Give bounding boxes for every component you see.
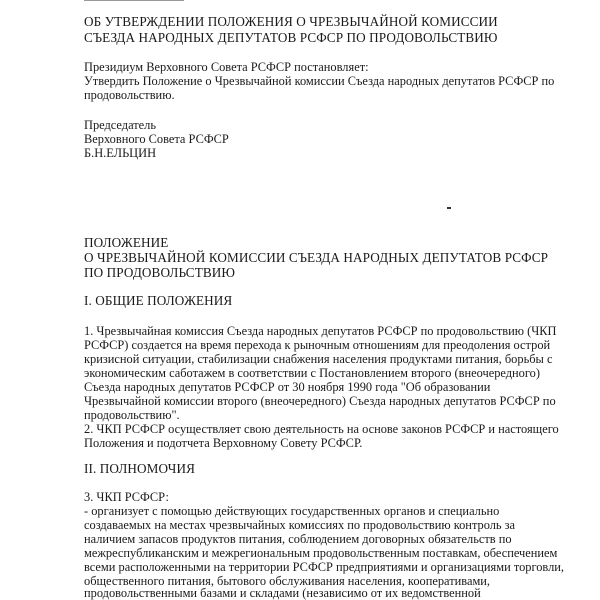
section-2-line-4: наличием запасов продуктов питания, соблюдением договорных обязательств по [84,532,512,546]
section-2-line-7: общественного питания, бытового обслуживания населения, кооперативами, [84,574,491,588]
scan-speck [447,207,451,209]
section-1-line-5: Съезда народных депутатов РСФСР от 30 ноября 1990 года "Об образовании [84,380,491,394]
section-1-line-6: Чрезвычайной комиссии второго (внеочередного) Съезда народных депутатов РСФСР по [84,394,556,408]
section-1-heading: I. ОБЩИЕ ПОЛОЖЕНИЯ [84,293,233,308]
section-2-line-3: создаваемых на местах чрезвычайных комиссиях по продовольствию контроль за [84,518,516,532]
decree-title-line-2: СЪЕЗДА НАРОДНЫХ ДЕПУТАТОВ РСФСР ПО ПРОДОВОЛЬСТВИЮ [84,30,498,45]
section-1-line-9: Положения и подотчета Верховному Совету РСФСР. [84,436,363,450]
section-1-line-2: РСФСР) создается на время перехода к рыночным отношениям для преодоления острой [84,338,551,352]
section-2-heading: II. ПОЛНОМОЧИЯ [84,461,195,476]
section-2-line-6: всеми расположенными на территории РСФСР предприятиями и организациями торговли, [84,560,565,574]
decree-body-line-3: продовольствию. [84,88,175,102]
section-2-line-1: 3. ЧКП РСФСР: [84,490,169,504]
section-2-line-5: межреспубликанским и межрегиональным продовольственным поставкам, обеспечением [84,546,558,560]
section-1-line-7: продовольствию". [84,408,180,422]
regulation-title-line-3: ПО ПРОДОВОЛЬСТВИЮ [84,265,236,280]
scan-artifact-top [84,0,184,1]
section-1-line-3: кризисной ситуации, стабилизации снабжения населения продуктами питания, борьбы с [84,352,553,366]
section-1-line-1: 1. Чрезвычайная комиссия Съезда народных депутатов РСФСР по продовольствию (ЧКП [84,324,557,338]
section-1-line-8: 2. ЧКП РСФСР осуществляет свою деятельность на основе законов РСФСР и настоящего [84,422,559,436]
regulation-title-line-1: ПОЛОЖЕНИЕ [84,235,169,250]
decree-title-line-1: ОБ УТВЕРЖДЕНИИ ПОЛОЖЕНИЯ О ЧРЕЗВЫЧАЙНОЙ КОМИССИИ [84,14,498,29]
signature-title: Председатель [84,118,157,132]
signature-org: Верховного Совета РСФСР [84,132,229,146]
section-2-line-8: продовольственными базами и складами (независимо от их ведомственной [84,586,481,600]
regulation-title-line-2: О ЧРЕЗВЫЧАЙНОЙ КОМИССИИ СЪЕЗДА НАРОДНЫХ ДЕПУТАТОВ РСФСР [84,250,549,265]
decree-body-line-2: Утвердить Положение о Чрезвычайной комиссии Съезда народных депутатов РСФСР по [84,74,555,88]
signature-name: Б.Н.ЕЛЬЦИН [84,146,157,160]
section-1-line-4: экономическим саботажем в соответствии с Постановлением второго (внеочередного) [84,366,540,380]
decree-body-line-1: Президиум Верховного Совета РСФСР постановляет: [84,60,369,74]
section-2-line-2: - организует с помощью действующих государственных органов и специально [84,504,500,518]
